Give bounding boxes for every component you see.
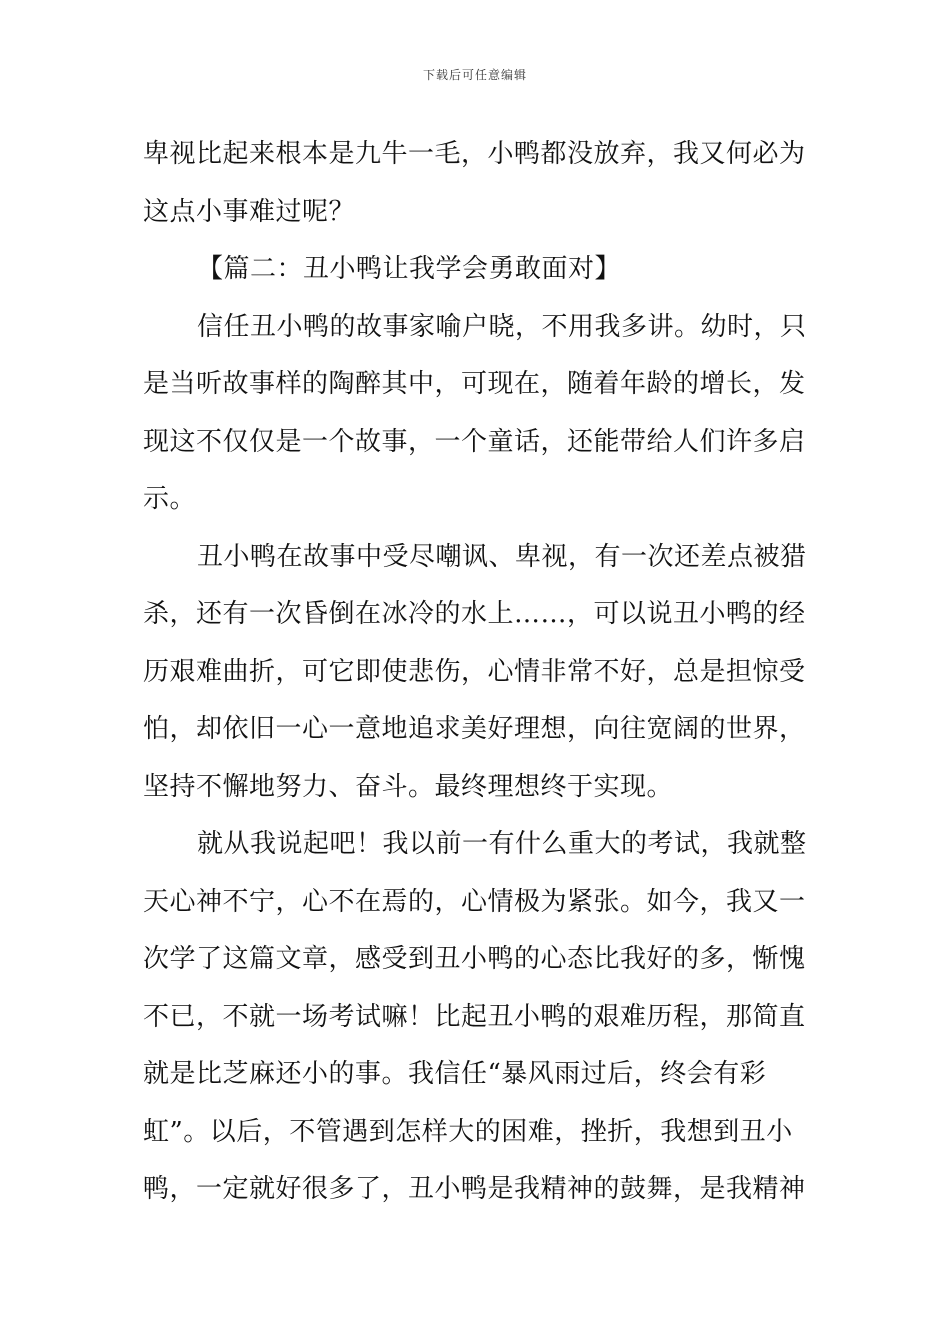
text-line: 历艰难曲折，可它即使悲伤，心情非常不好，总是担惊受	[143, 656, 806, 687]
text-line: 坚持不懈地努力、奋斗。最终理想终于实现。	[143, 771, 674, 802]
text-line: 鸭，一定就好很多了，丑小鸭是我精神的鼓舞，是我精神	[143, 1174, 806, 1204]
text-line: 怕，却依旧一心一意地追求美好理想，向往宽阔的世界，	[143, 714, 806, 744]
text-line: 信任丑小鸭的故事家喻户晓，不用我多讲。幼时，只	[197, 311, 807, 342]
text-line: 次学了这篇文章，感受到丑小鸭的心态比我好的多，惭愧	[143, 944, 806, 974]
text-line: 天心神不宁，心不在焉的，心情极为紧张。如今，我又一	[143, 886, 806, 917]
text-line: 现这不仅仅是一个故事，一个童话，还能带给人们许多启	[143, 426, 806, 457]
text-line: 是当听故事样的陶醉其中，可现在，随着年龄的增长，发	[143, 369, 806, 399]
body-text	[143, 126, 811, 1219]
text-line: 这点小事难过呢？	[143, 196, 356, 227]
header-note: 下载后可任意编辑	[422, 68, 527, 82]
section-heading: 【篇二：丑小鸭让我学会勇敢面对】	[197, 254, 622, 284]
text-line: 就是比芝麻还小的事。我信任“暴风雨过后，终会有彩	[143, 1059, 767, 1089]
text-line: 卑视比起来根本是九牛一毛，小鸭都没放弃，我又何必为	[143, 139, 806, 169]
text-line: 示。	[143, 484, 197, 514]
text-line: 就从我说起吧！我以前一有什么重大的考试，我就整	[197, 829, 807, 859]
text-line: 杀，还有一次昏倒在冰冷的水上……，可以说丑小鸭的经	[143, 599, 806, 629]
text-line: 虹”。以后，不管遇到怎样大的困难，挫折，我想到丑小	[143, 1116, 793, 1147]
text-line: 丑小鸭在故事中受尽嘲讽、卑视，有一次还差点被猎	[197, 541, 807, 572]
text-line: 不已，不就一场考试嘛！比起丑小鸭的艰难历程，那简直	[143, 1001, 806, 1032]
